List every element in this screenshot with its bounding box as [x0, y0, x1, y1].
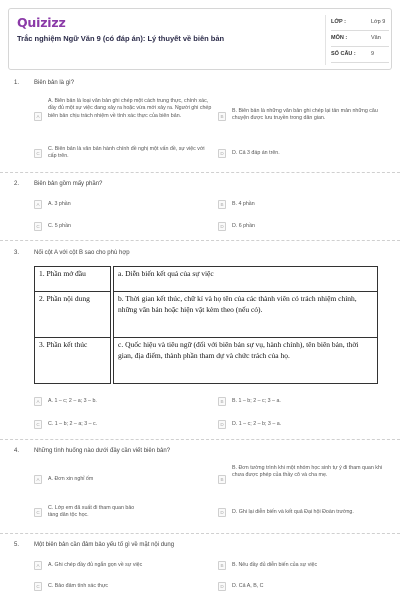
question-divider — [0, 172, 400, 173]
subject-label: MÔN : — [331, 35, 348, 41]
option-letter-box: C — [34, 420, 42, 429]
question-number: 1. — [14, 80, 20, 86]
option-letter-box: D — [218, 508, 226, 517]
question-divider — [0, 533, 400, 534]
option-text: A. Đơn xin nghỉ ốm — [48, 476, 94, 482]
option-text: A. Ghi chép đầy đủ ngắn gọn về sự việc — [48, 562, 143, 568]
class-label: LỚP : — [331, 19, 346, 25]
option-letter-box: D — [218, 149, 226, 158]
matching-table — [34, 266, 378, 384]
worksheet-meta — [327, 9, 393, 69]
option-letter-box: C — [34, 149, 42, 158]
option-letter-box: D — [218, 582, 226, 591]
matching-row — [35, 267, 378, 292]
question-text: Biên bản gồm mấy phần? — [34, 181, 103, 187]
column-b-item: c. Quốc hiệu và tiêu ngữ (đối với biên bản sự vụ, hành chính), tên biên bản, thời gian, địa điểm, thành phần tham dự và chức trách của họ. — [114, 338, 378, 384]
meta-question-count — [331, 49, 391, 61]
question-number: 3. — [14, 250, 20, 256]
option-text: C. 1 – b; 2 – a; 3 – c. — [48, 421, 98, 427]
class-value: Lớp 9 — [371, 19, 386, 25]
option-letter-box: B — [218, 397, 226, 406]
option-letter-box: D — [218, 222, 226, 231]
worksheet-header — [8, 8, 392, 70]
question-divider — [0, 240, 400, 241]
option-letter-box: A — [34, 112, 42, 121]
column-b-item: b. Thời gian kết thúc, chữ kí và họ tên của các thành viên có trách nhiệm chính, những văn bản hoặc hiện vật kèm theo (nếu có). — [114, 292, 378, 338]
column-b-item: a. Diễn biến kết quả của sự việc — [114, 267, 378, 292]
question-divider — [0, 439, 400, 440]
question-text: Nối cột A với cột B sao cho phù hợp — [34, 250, 130, 256]
option-letter-box: A — [34, 200, 42, 209]
option-text: B. Biên bản là những văn bản ghi chép lại tản mản những câu chuyện được lưu truyền trong dân gian. — [232, 108, 378, 122]
option-text: A. 1 – c; 2 – a; 3 – b. — [48, 398, 97, 404]
option-letter-box: B — [218, 112, 226, 121]
option-letter-box: B — [218, 475, 226, 484]
header-divider — [325, 15, 326, 65]
option-letter-box: A — [34, 475, 42, 484]
option-text: C. Lớp em đã xuất đi tham quan bảo tàng dân tộc học. — [48, 505, 135, 519]
option-text: A. 3 phần — [48, 201, 71, 207]
question-text: Biên bản là gì? — [34, 80, 75, 86]
question-text: Một biên bản cần đảm bảo yếu tố gì về mặt nội dung — [34, 542, 175, 548]
column-a-item: 1. Phần mở đầu — [35, 267, 111, 292]
option-text: D. Cả A, B, C — [232, 583, 264, 589]
question-number: 5. — [14, 542, 20, 548]
option-letter-box: C — [34, 508, 42, 517]
option-text: C. 5 phần — [48, 223, 71, 229]
matching-row — [35, 292, 378, 338]
option-text: A. Biên bản là loại văn bản ghi chép một cách trung thực, chính xác, đầy đủ một sự việc đang xảy ra hoặc vừa mới xảy ra. Người ghi chép biên bản chịu trách nhiệm về tính xác thực của biên bản. — [48, 98, 212, 119]
meta-class — [331, 17, 391, 29]
option-text: B. Đơn tường trình khi một nhóm học sinh tự ý đi tham quan khi chưa được phép của thầy cô và cha mẹ. — [232, 465, 383, 479]
question-count-value: 9 — [371, 51, 375, 57]
worksheet-title: Trắc nghiệm Ngữ Văn 9 (có đáp án): Lý thuyết về biên bản — [17, 34, 225, 43]
option-text: B. Nêu đầy đủ diễn biến của sự việc — [232, 562, 318, 568]
option-text: B. 1 – b; 2 – c; 3 – a. — [232, 398, 281, 404]
quizizz-logo: Quizizz — [17, 15, 66, 30]
option-letter-box: A — [34, 561, 42, 570]
question-text: Những tình huống nào dưới đây cần viết biên bản? — [34, 448, 171, 454]
subject-value: Văn — [371, 35, 381, 41]
matching-row — [35, 338, 378, 384]
question-number: 4. — [14, 448, 20, 454]
option-text: C. Biên bản là văn bản hành chính đề nghị một vấn đề, sự việc với cấp trên. — [48, 146, 205, 160]
column-a-item: 2. Phần nội dung — [35, 292, 111, 338]
option-letter-box: C — [34, 582, 42, 591]
option-letter-box: C — [34, 222, 42, 231]
meta-subject — [331, 33, 391, 45]
column-a-item: 3. Phần kết thúc — [35, 338, 111, 384]
option-letter-box: A — [34, 397, 42, 406]
option-text: D. Ghi lại diễn biến và kết quả Đại hội Đoàn trường. — [232, 509, 354, 515]
question-count-label: SỐ CÂU : — [331, 51, 356, 57]
option-text: C. Bảo đảm tính xác thực — [48, 583, 109, 589]
option-text: B. 4 phần — [232, 201, 255, 207]
option-text: D. 1 – c; 2 – b; 3 – a. — [232, 421, 282, 427]
option-text: D. Cả 3 đáp án trên. — [232, 150, 280, 156]
option-letter-box: D — [218, 420, 226, 429]
option-letter-box: B — [218, 200, 226, 209]
option-letter-box: B — [218, 561, 226, 570]
question-number: 2. — [14, 181, 20, 187]
option-text: D. 6 phần — [232, 223, 255, 229]
